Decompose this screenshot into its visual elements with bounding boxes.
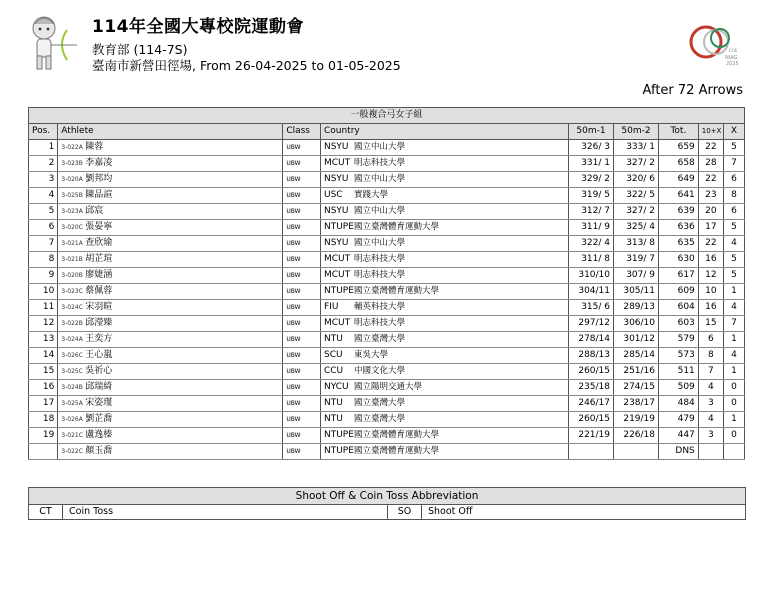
row-class: UBW — [286, 319, 301, 327]
row-pos: 19 — [42, 430, 55, 441]
row-country-code: NSYU — [323, 206, 349, 217]
row-50m-1: 260/15 — [578, 414, 611, 425]
table-row — [29, 283, 745, 299]
row-pos: 9 — [48, 270, 55, 281]
row-total: 573 — [677, 350, 695, 361]
row-country-name: 國立陽明交通大學 — [353, 382, 422, 393]
row-pos: 6 — [48, 222, 55, 233]
row-country-code: NTU — [323, 414, 343, 425]
abbreviation-title: Shoot Off & Coin Toss Abbreviation — [29, 488, 746, 505]
table-row — [29, 251, 745, 267]
row-country-name: 國立臺灣大學 — [353, 414, 405, 425]
col-total: Tot. — [659, 123, 699, 139]
abbreviation-table — [28, 487, 746, 520]
row-athlete: 劉邦均 — [85, 173, 113, 184]
row-50m-1: 260/15 — [578, 366, 611, 377]
row-10x: 15 — [705, 318, 717, 329]
row-total: 635 — [677, 238, 695, 249]
logo-niag-text: NIAG — [725, 55, 738, 61]
table-row — [29, 315, 745, 331]
row-x: 0 — [731, 398, 737, 409]
row-class: UBW — [286, 255, 301, 263]
row-total: 511 — [677, 366, 695, 377]
row-total: 509 — [677, 382, 695, 393]
row-50m-1: 315/ 6 — [581, 302, 611, 313]
row-country-name: 國立中山大學 — [353, 174, 405, 185]
row-class: UBW — [286, 223, 301, 231]
row-total: 649 — [677, 174, 695, 185]
row-10x: 6 — [707, 334, 714, 345]
row-country-name: 中國文化大學 — [353, 366, 405, 377]
row-50m-2: 306/10 — [623, 318, 656, 329]
row-class: UBW — [286, 431, 301, 439]
row-50m-2: 219/19 — [623, 414, 656, 425]
row-x: 5 — [731, 142, 737, 153]
row-country-name: 國立中山大學 — [353, 142, 405, 153]
row-50m-1: 221/19 — [578, 430, 611, 441]
row-class: UBW — [286, 399, 301, 407]
row-athlete: 劉芷喬 — [85, 413, 113, 424]
row-class: UBW — [286, 175, 301, 183]
niag-2025-logo — [688, 20, 746, 68]
logo-year-text: 2025 — [726, 61, 739, 67]
row-50m-1: 246/17 — [578, 398, 611, 409]
row-bib: 3-021B — [61, 255, 83, 263]
row-athlete: 蔡佩蓉 — [85, 285, 113, 296]
row-10x: 20 — [705, 206, 717, 217]
table-row — [29, 139, 745, 155]
col-10x: 10+X — [698, 123, 723, 139]
row-class: UBW — [286, 271, 301, 279]
row-50m-1: 322/ 4 — [581, 238, 611, 249]
row-50m-1: 310/10 — [578, 270, 611, 281]
col-athlete: Athlete — [58, 123, 283, 139]
row-50m-1: 312/ 7 — [581, 206, 611, 217]
row-country-name: 國立中山大學 — [353, 238, 405, 249]
row-bib: 3-022A — [61, 143, 83, 151]
event-subtitle: 教育部 (114-7S) — [92, 42, 188, 57]
row-class: UBW — [286, 239, 301, 247]
col-50m-2: 50m-2 — [614, 123, 659, 139]
row-50m-2: 251/16 — [623, 366, 656, 377]
row-athlete: 陳品諠 — [85, 189, 113, 200]
row-x: 5 — [731, 222, 737, 233]
row-50m-2: 320/ 6 — [626, 174, 656, 185]
row-50m-1: 278/14 — [578, 334, 611, 345]
row-country-name: 輔英科技大學 — [353, 302, 405, 313]
row-10x: 3 — [707, 398, 714, 409]
row-country-code: NTUPE — [323, 446, 354, 457]
row-x: 8 — [731, 190, 737, 201]
row-bib: 3-022B — [61, 319, 83, 327]
row-total: 617 — [677, 270, 695, 281]
row-bib: 3-025C — [61, 367, 83, 375]
row-x: 0 — [731, 430, 737, 441]
row-total: 639 — [677, 206, 695, 217]
table-row — [29, 187, 745, 203]
logo-small-text: CUE — [729, 48, 738, 53]
row-pos: 1 — [48, 142, 55, 153]
row-bib: 3-023B — [61, 159, 83, 167]
row-athlete: 宋姿瑾 — [85, 397, 113, 408]
row-x: 1 — [731, 414, 737, 425]
row-country-name: 實踐大學 — [353, 190, 388, 201]
row-total: 630 — [677, 254, 695, 265]
row-50m-2: 226/18 — [623, 430, 656, 441]
col-pos: Pos. — [29, 123, 58, 139]
table-row — [29, 395, 745, 411]
table-row — [29, 171, 745, 187]
event-venue: 臺南市新營田徑場, From 26-04-2025 to 01-05-2025 — [92, 58, 401, 73]
archer-mascot-logo — [27, 12, 79, 72]
row-10x: 22 — [705, 142, 717, 153]
table-row — [29, 219, 745, 235]
row-athlete: 顏玉喬 — [85, 445, 113, 456]
row-country-name: 明志科技大學 — [353, 270, 405, 281]
row-pos: 12 — [42, 318, 55, 329]
row-class: UBW — [286, 143, 301, 151]
row-10x: 23 — [705, 190, 717, 201]
row-10x: 12 — [705, 270, 717, 281]
row-50m-2: 238/17 — [623, 398, 656, 409]
row-bib: 3-021C — [61, 431, 83, 439]
row-bib: 3-026C — [61, 351, 83, 359]
row-pos: 13 — [42, 334, 55, 345]
col-class: Class — [283, 123, 321, 139]
table-row — [29, 443, 745, 459]
row-10x: 4 — [707, 382, 714, 393]
row-50m-1: 311/ 8 — [581, 254, 611, 265]
row-country-name: 明志科技大學 — [353, 158, 405, 169]
row-x: 4 — [731, 350, 737, 361]
row-bib: 3-020B — [61, 271, 83, 279]
row-country-code: CCU — [323, 366, 344, 377]
row-country-code: MCUT — [323, 254, 351, 265]
row-50m-1: 304/11 — [578, 286, 611, 297]
row-total: 609 — [677, 286, 695, 297]
row-country-name: 國立臺灣大學 — [353, 398, 405, 409]
row-10x: 4 — [707, 414, 714, 425]
row-50m-1: 331/ 1 — [581, 158, 611, 169]
row-athlete: 吳祈心 — [85, 365, 113, 376]
row-country-name: 國立臺灣體育運動大學 — [353, 446, 439, 457]
row-50m-2: 285/14 — [623, 350, 656, 361]
row-50m-2: 325/ 4 — [626, 222, 656, 233]
row-country-code: NTUPE — [323, 286, 354, 297]
results-table — [28, 107, 745, 460]
row-country-code: MCUT — [323, 270, 351, 281]
row-pos: 10 — [42, 286, 55, 297]
table-row — [29, 331, 745, 347]
table-row — [29, 379, 745, 395]
row-total: 658 — [677, 158, 695, 169]
table-row — [29, 267, 745, 283]
table-row — [29, 427, 745, 443]
row-country-name: 國立臺灣體育運動大學 — [353, 286, 439, 297]
row-50m-2: 313/ 8 — [626, 238, 656, 249]
row-class: UBW — [286, 159, 301, 167]
row-pos: 7 — [48, 238, 55, 249]
row-x: 7 — [731, 318, 737, 329]
row-10x: 28 — [705, 158, 717, 169]
row-athlete: 陳蓉 — [85, 141, 104, 152]
table-row — [29, 299, 745, 315]
row-country-code: NSYU — [323, 142, 349, 153]
row-class: UBW — [286, 415, 301, 423]
row-class: UBW — [286, 303, 301, 311]
row-class: UBW — [286, 383, 301, 391]
row-total: 604 — [677, 302, 695, 313]
col-country: Country — [320, 123, 568, 139]
row-country-name: 明志科技大學 — [353, 318, 405, 329]
col-50m-1: 50m-1 — [569, 123, 614, 139]
row-athlete: 查欣瑜 — [85, 237, 113, 248]
row-total: DNS — [675, 446, 695, 457]
row-x: 6 — [731, 206, 737, 217]
row-10x: 8 — [707, 350, 714, 361]
table-row — [29, 411, 745, 427]
row-50m-1: 288/13 — [578, 350, 611, 361]
row-50m-2: 289/13 — [623, 302, 656, 313]
row-x: 1 — [731, 286, 737, 297]
row-class: UBW — [286, 191, 301, 199]
row-country-name: 明志科技大學 — [353, 254, 405, 265]
row-class: UBW — [286, 287, 301, 295]
row-50m-2: 333/ 1 — [626, 142, 656, 153]
row-athlete: 李嘉凌 — [85, 157, 113, 168]
row-10x: 10 — [705, 286, 717, 297]
row-country-name: 東吳大學 — [353, 350, 388, 361]
row-50m-2: 322/ 5 — [626, 190, 656, 201]
row-athlete: 王奕方 — [85, 333, 113, 344]
row-x: 0 — [731, 382, 737, 393]
row-x: 7 — [731, 158, 737, 169]
row-pos: 4 — [48, 190, 55, 201]
row-pos: 14 — [42, 350, 55, 361]
row-50m-2: 327/ 2 — [626, 158, 656, 169]
row-country-name: 國立臺灣體育運動大學 — [353, 430, 439, 441]
row-athlete: 邱瀅臻 — [85, 317, 113, 328]
row-athlete: 張晏寧 — [85, 221, 113, 232]
row-bib: 3-023C — [61, 287, 83, 295]
event-title: 114年全國大專校院運動會 — [92, 17, 304, 37]
row-bib: 3-021A — [61, 239, 83, 247]
row-50m-1: 329/ 2 — [581, 174, 611, 185]
row-10x: 16 — [705, 302, 717, 313]
row-country-code: SCU — [323, 350, 343, 361]
row-bib: 3-025A — [61, 399, 83, 407]
table-row — [29, 363, 745, 379]
row-50m-2: 305/11 — [623, 286, 656, 297]
row-bib: 3-022C — [61, 447, 83, 455]
table-row — [29, 155, 745, 171]
row-athlete: 胡芷瑄 — [85, 253, 113, 264]
row-country-code: MCUT — [323, 318, 351, 329]
row-pos: 5 — [48, 206, 55, 217]
row-50m-2: 301/12 — [623, 334, 656, 345]
row-50m-1: 319/ 5 — [581, 190, 611, 201]
row-pos: 18 — [42, 414, 55, 425]
row-10x: 22 — [705, 174, 717, 185]
row-10x: 17 — [705, 222, 717, 233]
row-athlete: 王心嵐 — [85, 349, 113, 360]
row-x: 1 — [731, 366, 737, 377]
row-country-name: 國立臺灣大學 — [353, 334, 405, 345]
row-total: 603 — [677, 318, 695, 329]
row-athlete: 廖婕涵 — [85, 269, 113, 280]
row-50m-1: 311/ 9 — [581, 222, 611, 233]
row-50m-2: 327/ 2 — [626, 206, 656, 217]
row-10x: 22 — [705, 238, 717, 249]
abbr-code-so: SO — [388, 505, 422, 520]
row-x: 5 — [731, 254, 737, 265]
row-total: 479 — [677, 414, 695, 425]
row-bib: 3-026A — [61, 415, 83, 423]
row-country-code: FIU — [323, 302, 339, 313]
col-x: X — [723, 123, 744, 139]
table-row — [29, 235, 745, 251]
row-athlete: 宋羽暄 — [85, 301, 113, 312]
row-bib: 3-020C — [61, 223, 83, 231]
row-total: 659 — [677, 142, 695, 153]
row-total: 579 — [677, 334, 695, 345]
arrows-status: After 72 Arrows — [642, 83, 743, 98]
row-total: 636 — [677, 222, 695, 233]
row-class: UBW — [286, 335, 301, 343]
row-country-name: 國立中山大學 — [353, 206, 405, 217]
row-bib: 3-023A — [61, 207, 83, 215]
row-country-code: NTU — [323, 398, 343, 409]
row-50m-2: 319/ 7 — [626, 254, 656, 265]
abbr-desc-so: Shoot Off — [422, 505, 746, 520]
abbr-code-ct: CT — [29, 505, 63, 520]
row-bib: 3-024A — [61, 335, 83, 343]
row-total: 484 — [677, 398, 695, 409]
row-country-code: MCUT — [323, 158, 351, 169]
row-country-code: NTU — [323, 334, 343, 345]
row-50m-1: 235/18 — [578, 382, 611, 393]
row-country-code: NYCU — [323, 382, 349, 393]
row-50m-1: 326/ 3 — [581, 142, 611, 153]
row-pos: 3 — [48, 174, 55, 185]
row-country-code: NSYU — [323, 174, 349, 185]
row-x: 6 — [731, 174, 737, 185]
row-bib: 3-024B — [61, 383, 83, 391]
row-athlete: 邱宸 — [85, 205, 104, 216]
row-x: 5 — [731, 270, 737, 281]
row-country-code: NSYU — [323, 238, 349, 249]
table-row — [29, 347, 745, 363]
row-pos: 15 — [42, 366, 55, 377]
abbr-desc-ct: Coin Toss — [63, 505, 388, 520]
row-x: 4 — [731, 238, 737, 249]
row-bib: 3-020A — [61, 175, 83, 183]
row-class: UBW — [286, 207, 301, 215]
row-bib: 3-024C — [61, 303, 83, 311]
row-x: 1 — [731, 334, 737, 345]
row-total: 447 — [677, 430, 695, 441]
row-pos: 2 — [48, 158, 55, 169]
row-class: UBW — [286, 447, 301, 455]
row-athlete: 邱瑞綺 — [85, 381, 113, 392]
row-50m-1: 297/12 — [578, 318, 611, 329]
row-10x: 16 — [705, 254, 717, 265]
row-50m-2: 307/ 9 — [626, 270, 656, 281]
table-row — [29, 203, 745, 219]
table-header — [29, 123, 745, 139]
row-bib: 3-025B — [61, 191, 83, 199]
row-athlete: 盧逸榛 — [85, 429, 113, 440]
row-country-name: 國立臺灣體育運動大學 — [353, 222, 439, 233]
row-10x: 3 — [707, 430, 714, 441]
row-country-code: USC — [323, 190, 343, 201]
row-total: 641 — [677, 190, 695, 201]
row-country-code: NTUPE — [323, 430, 354, 441]
row-10x: 7 — [707, 366, 714, 377]
row-class: UBW — [286, 367, 301, 375]
row-country-code: NTUPE — [323, 222, 354, 233]
row-50m-2: 274/15 — [623, 382, 656, 393]
row-pos: 11 — [42, 302, 55, 313]
row-x: 4 — [731, 302, 737, 313]
row-pos: 17 — [42, 398, 55, 409]
row-class: UBW — [286, 351, 301, 359]
row-pos: 16 — [42, 382, 55, 393]
category-title: 一般複合弓女子組 — [29, 108, 745, 124]
row-pos: 8 — [48, 254, 55, 265]
